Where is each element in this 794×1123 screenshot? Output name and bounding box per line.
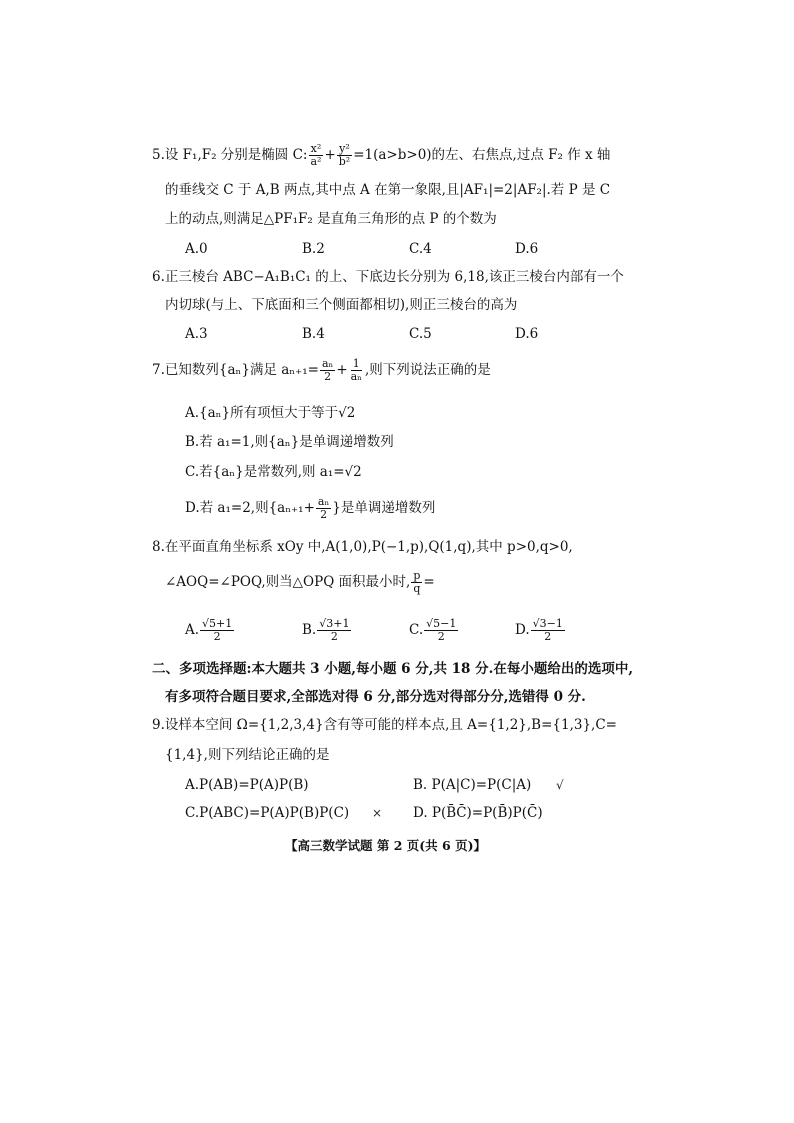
q7-frac-b [349,358,364,383]
q9-option-c: C.P(ABC)=P(A)P(B)P(C) [185,805,350,821]
q8-option-c-frac [424,618,458,643]
q5-line1-rest: =1(a>b>0)的左、右焦点,过点 F₂ 作 x 轴 [353,147,611,163]
q5-option-d: D.6 [515,241,539,257]
q9-line1: 9.设样本空间 Ω={1,2,3,4}含有等可能的样本点,且 A={1,2},B={1,3},C= [152,717,617,733]
q5-option-c: C.4 [409,241,432,257]
q5-frac-x [308,143,323,168]
q8-line2-num: p [413,569,421,582]
q7-frac-a [320,358,335,383]
q7-frac-a-den: 2 [324,370,332,383]
q7-option-a: A.{aₙ}所有项恒大于等于√2 [185,405,356,421]
q8-option-d [515,618,566,643]
q5-frac-y [337,143,352,168]
q9-option-a: A.P(AB)=P(A)P(B) [185,777,309,793]
q7-frac-b-den: aₙ [350,370,362,383]
q7-line1-rest: ,则下列说法正确的是 [364,362,491,378]
q8-line1: 8.在平面直角坐标系 xOy 中,A(1,0),P(−1,p),Q(1,q),其中 p>0,q>0, [152,539,573,555]
q8-option-d-frac [531,618,565,643]
q7-option-d-frac [316,496,331,521]
q8-option-c-num: √5−1 [426,617,457,630]
q6-option-c: C.5 [409,326,432,342]
q9-option-d: D. P(B̄C̄)=P(B̄)P(C̄) [413,805,543,821]
q8-option-a-label: A. [185,622,200,638]
q8-option-b-num: √3+1 [319,617,350,630]
q5-line1-text: 5.设 F₁,F₂ 分别是椭圆 C: [152,147,308,163]
section2-line1: 二、多项选择题:本大题共 3 小题,每小题 6 分,共 18 分.在每小题给出的选项中, [152,661,634,677]
q5-option-b: B.2 [302,241,325,257]
q7-option-d-den: 2 [320,508,328,521]
q8-option-b-label: B. [302,622,317,638]
q8-option-b [302,618,352,643]
q5-plus: + [324,147,336,163]
q7-option-d-num: aₙ [317,495,330,508]
q7-line1 [152,358,491,383]
q8-option-c-label: C. [409,622,424,638]
q7-frac-b-num: 1 [352,357,360,370]
q5-frac-y-den: b² [338,155,351,168]
q5-option-a: A.0 [185,241,208,257]
q8-option-b-den: 2 [330,630,338,643]
q8-option-c [409,618,459,643]
q7-plus: + [336,362,348,378]
q8-option-d-label: D. [515,622,530,638]
q5-line3: 上的动点,则满足△PF₁F₂ 是直角三角形的点 P 的个数为 [165,211,497,227]
q8-option-c-den: 2 [437,630,445,643]
q8-line2 [165,570,435,595]
q7-line1-pre: 7.已知数列{aₙ}满足 aₙ₊₁= [152,362,319,378]
q8-option-a [185,618,235,643]
q8-option-a-frac [200,618,234,643]
q6-option-a: A.3 [185,326,208,342]
q8-option-d-den: 2 [544,630,552,643]
q8-option-d-num: √3−1 [532,617,563,630]
q7-option-d-pre: D.若 a₁=2,则{aₙ₊₁+ [185,500,315,516]
page-footer: 【高三数学试题 第 2 页(共 6 页)】 [285,838,486,853]
q6-option-d: D.6 [515,326,539,342]
q7-option-b: B.若 a₁=1,则{aₙ}是单调递增数列 [185,434,394,450]
q6-line1: 6.正三棱台 ABC−A₁B₁C₁ 的上、下底边长分别为 6,18,该正三棱台内部有一个 [152,269,624,285]
q7-option-d [185,496,435,521]
q8-line2-rest: = [423,574,435,590]
q5-line1 [152,143,610,168]
cross-mark-icon: × [372,806,383,820]
q5-frac-x-num: x² [310,142,322,155]
q8-option-a-num: √5+1 [202,617,233,630]
check-mark-icon: √ [556,778,564,792]
q8-option-a-den: 2 [213,630,221,643]
q7-frac-a-num: aₙ [321,357,334,370]
q8-line2-den: q [413,582,421,595]
section2-line2: 有多项符合题目要求,全部选对得 6 分,部分选对得部分分,选错得 0 分. [165,689,586,705]
q5-line2: 的垂线交 C 于 A,B 两点,其中点 A 在第一象限,且|AF₁|=2|AF₂|.若 P 是 C [165,182,611,198]
q9-option-b: B. P(A|C)=P(C|A) [413,777,532,793]
q7-option-c: C.若{aₙ}是常数列,则 a₁=√2 [185,464,362,480]
q5-frac-x-den: a² [310,155,322,168]
q8-option-b-frac [317,618,351,643]
q7-option-d-rest: }是单调递增数列 [332,500,436,516]
q6-line2: 内切球(与上、下底面和三个侧面都相切),则正三棱台的高为 [165,297,518,313]
q9-line2: {1,4},则下列结论正确的是 [165,747,330,763]
q6-option-b: B.4 [302,326,325,342]
q8-line2-pre: ∠AOQ=∠POQ,则当△OPQ 面积最小时, [165,574,411,590]
q8-line2-frac [411,570,422,595]
q5-frac-y-num: y² [339,142,350,155]
